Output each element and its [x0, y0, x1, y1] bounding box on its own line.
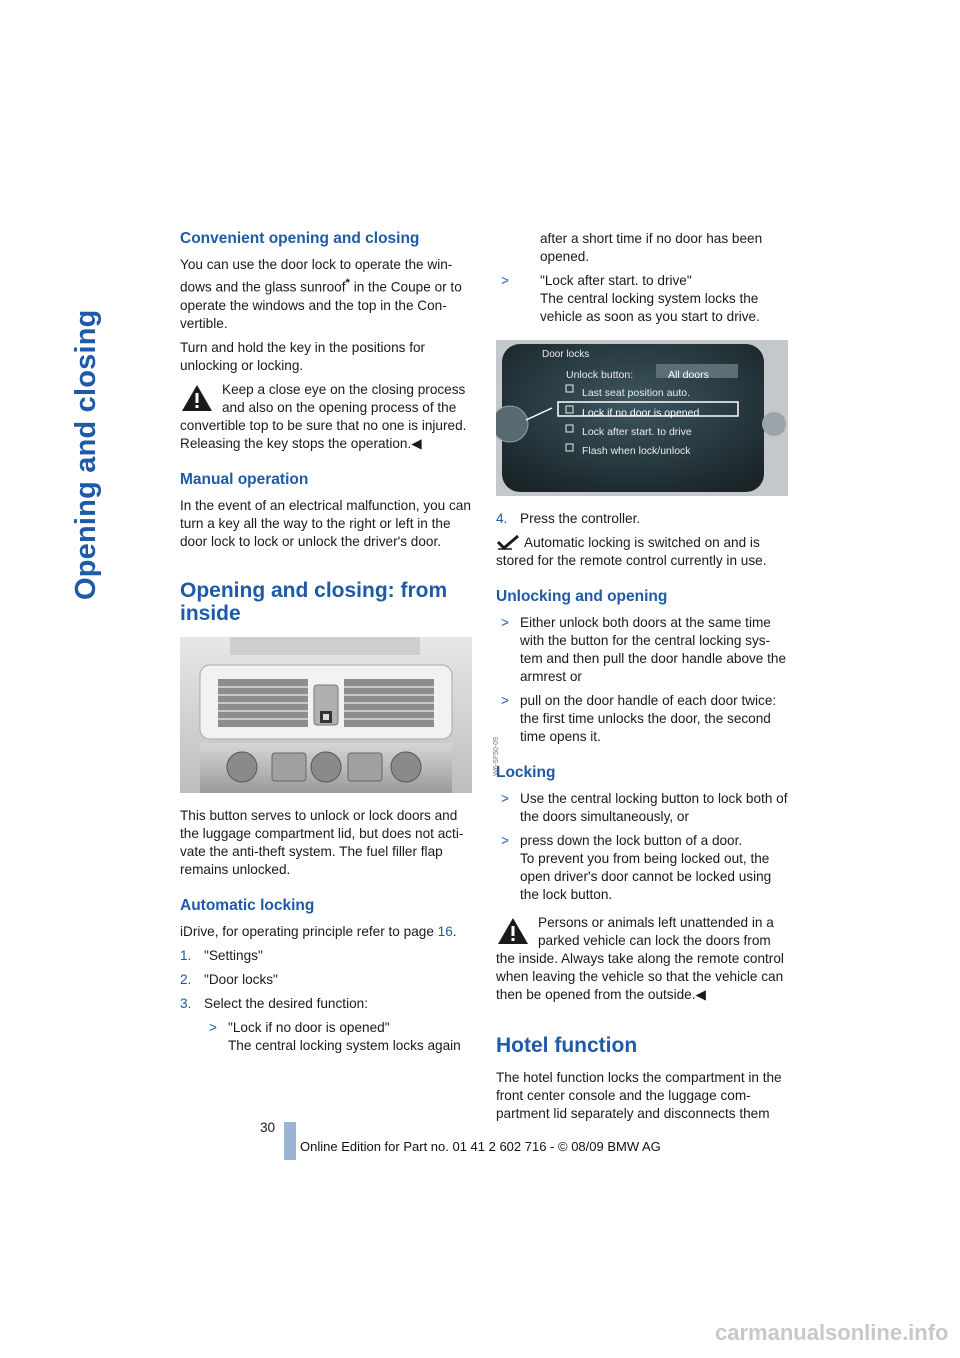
warning-text: Keep a close eye on the closing process and also on the opening process of the convertible top to be sure that no one is injured. Releasing the key stops the operation. — [180, 381, 467, 451]
bullet-mark: > — [501, 693, 509, 708]
unlock-button-value[interactable]: All doors — [668, 369, 709, 381]
screen-title: Door locks — [542, 349, 590, 360]
option-title: "Lock after start. to drive" — [540, 273, 692, 288]
left-column — [180, 230, 500, 1061]
text-part: Automatic locking is switched on and is stored for the remote control currently in use. — [496, 535, 767, 568]
console-photo — [180, 637, 500, 793]
warning-persons-animals — [496, 914, 788, 1004]
bullet-lock-2 — [496, 832, 788, 904]
step-number: 4. — [496, 511, 508, 526]
right-column — [496, 230, 788, 1129]
bullet-text: Use the central locking button to lock both of the doors simultaneously, or — [520, 791, 788, 824]
warning-icon — [496, 916, 530, 946]
heading-manual: Manual operation — [180, 470, 309, 488]
step-text: Press the controller. — [520, 511, 641, 526]
checkmark-icon — [496, 534, 520, 550]
option-last-seat[interactable]: Last seat position auto. — [582, 387, 690, 399]
paragraph-manual: In the event of an electrical malfunction, you can turn a key all the way to the right or left in the door lock to lock or unlock the driver's door. — [180, 497, 471, 549]
footer-bar — [284, 1122, 296, 1160]
option-lock-if-no-door — [204, 1019, 472, 1055]
site-watermark: carmanualsonline.info — [715, 1320, 949, 1345]
step-number: 1. — [180, 947, 192, 963]
option-flash-screen[interactable]: Flash when lock/unlock — [582, 445, 691, 457]
text-part: . — [452, 923, 457, 939]
bullet-mark: > — [501, 791, 509, 806]
step-3 — [180, 995, 472, 1013]
option-lock-if-no-door-screen[interactable]: Lock if no door is opened — [582, 407, 700, 419]
warning-icon — [180, 383, 214, 413]
paragraph-idrive — [180, 923, 472, 941]
figure-code: W6-5F50-09 — [493, 736, 500, 776]
unlock-button-label: Unlock button: — [566, 369, 634, 381]
paragraph-button: This button serves to unlock or lock doors and the luggage compartment lid, but does not acti-vate the anti-theft system. The fuel filler flap remains unlocked. — [180, 807, 464, 877]
step-text: Select the desired function: — [204, 995, 368, 1011]
text-part: in the Coupe or to operate the windows and the top in the Con-vertible. — [180, 279, 462, 331]
heading-hotel: Hotel function — [496, 1034, 638, 1057]
option-text: The central locking system locks again — [228, 1037, 461, 1053]
text-part: iDrive, for operating principle refer to page — [180, 923, 438, 939]
bullet-text: Either unlock both doors at the same time with the button for the central locking sys-tem and then pull the door handle above the armrest or — [520, 615, 787, 684]
step-number: 2. — [180, 971, 192, 987]
heading-unlocking: Unlocking and opening — [496, 588, 668, 605]
warning-text: Persons or animals left unattended in a parked vehicle can lock the doors from the inside. Always take along the remote control when leaving the vehicle so that the vehicle can then be opened from the outside. — [496, 915, 784, 1002]
text-part: You can use the door lock to operate the win-dows and the glass sunroof — [180, 257, 453, 295]
option-lock-after-start-screen[interactable]: Lock after start. to drive — [582, 426, 692, 438]
bullet-unlock-2 — [496, 692, 788, 746]
heading-convenient: Convenient opening and closing — [180, 230, 420, 247]
page-number: 30 — [260, 1120, 276, 1135]
step-4 — [496, 510, 788, 528]
bullet-text: press down the lock button of a door. — [520, 833, 743, 848]
step-2 — [180, 971, 472, 989]
option-text-continued: after a short time if no door has been opened. — [540, 231, 763, 264]
asterisk-mark: * — [345, 277, 350, 289]
bullet-lock-1 — [496, 790, 788, 826]
paragraph-auto-on — [496, 534, 788, 570]
step-text: "Door locks" — [204, 971, 278, 987]
bullet-unlock-1 — [496, 614, 788, 686]
heading-auto: Automatic locking — [180, 896, 315, 914]
bullet-mark: > — [501, 615, 509, 630]
step-number: 3. — [180, 995, 192, 1011]
end-mark: ◀ — [695, 987, 706, 1002]
option-text: The central locking system locks the vehicle as soon as you start to drive. — [540, 291, 760, 324]
warning-convertible — [180, 381, 472, 453]
bullet-mark: > — [501, 273, 509, 288]
footer-edition-text: Online Edition for Part no. 01 41 2 602 716 - © 08/09 BMW AG — [300, 1139, 661, 1154]
option-title: "Lock if no door is opened" — [228, 1019, 390, 1035]
bullet-text: To prevent you from being locked out, the open driver's door cannot be locked using the lock button. — [520, 851, 772, 902]
page-link[interactable]: 16 — [437, 923, 453, 939]
side-chapter-title — [70, 160, 160, 600]
paragraph-convenient-1 — [180, 256, 472, 333]
bullet-text: pull on the door handle of each door twice: the first time unlocks the door, the second time opens it. — [520, 693, 777, 744]
idrive-screen-photo — [496, 340, 788, 496]
bullet-mark: > — [501, 833, 509, 848]
chapter-title-text: Opening and closing — [70, 309, 102, 600]
option-lock-after-start — [496, 272, 788, 326]
paragraph-hotel: The hotel function locks the compartment in the front center console and the luggage com-partment lid separately and disconnects them — [496, 1070, 782, 1121]
step-1 — [180, 947, 472, 965]
end-mark: ◀ — [411, 435, 422, 451]
heading-locking: Locking — [496, 764, 556, 781]
center-console-illustration — [180, 637, 472, 793]
paragraph-convenient-2: Turn and hold the key in the positions for unlocking or locking. — [180, 339, 426, 373]
bullet-mark: > — [209, 1019, 217, 1035]
heading-inside: Opening and closing: from inside — [180, 578, 448, 625]
step-text: "Settings" — [204, 947, 263, 963]
